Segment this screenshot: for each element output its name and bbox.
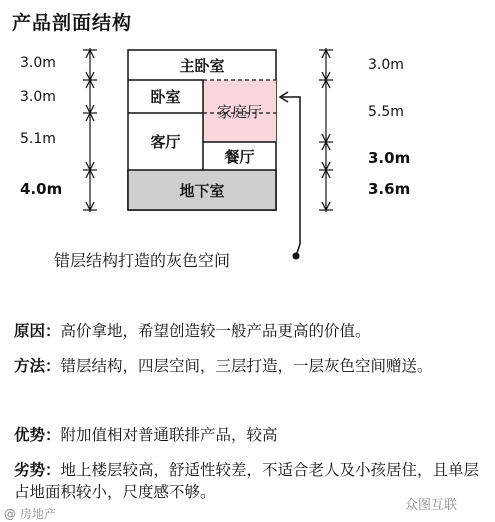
paragraph-advantage: [14, 424, 484, 446]
callout-line: [282, 97, 300, 244]
paragraph-label: 劣势：: [14, 461, 61, 479]
room-master-bedroom: 主卧室: [179, 56, 225, 75]
paragraph-text: 错层结构，四层空间，三层打造，一层灰色空间赠送。: [60, 357, 433, 375]
left-dim-4: 4.0m: [20, 180, 63, 198]
paragraph-reason: [14, 320, 484, 342]
left-dim-1: 3.0m: [20, 55, 56, 71]
page-title: 产品剖面结构: [12, 12, 133, 34]
paragraph-text: 地上楼层较高，舒适性较差，不适合老人及小孩居住，且单层占地面积较小，尺度感不够。: [14, 461, 480, 501]
room-basement: 地下室: [179, 181, 225, 200]
paragraph-label: 优势：: [14, 426, 61, 444]
right-dim-2: 5.5m: [368, 104, 404, 120]
paragraph-text: 附加值相对普通联排产品，较高: [60, 426, 278, 444]
room-living: 客厅: [150, 133, 181, 151]
room-bedroom: 卧室: [150, 88, 181, 106]
left-dim-2: 3.0m: [20, 89, 56, 105]
watermark-right: 众图互联: [405, 498, 458, 513]
paragraph-label: 原因：: [14, 322, 61, 340]
paragraph-method: [14, 355, 484, 377]
left-dim-3: 5.1m: [20, 131, 56, 147]
room-family: 家庭厅: [216, 102, 262, 121]
right-dim-3: 3.0m: [368, 149, 411, 167]
right-dim-1: 3.0m: [368, 57, 404, 73]
paragraph-label: 方法：: [14, 357, 61, 375]
room-dining: 餐厅: [224, 147, 255, 166]
watermark-left: @ 房地产: [4, 507, 56, 521]
right-dim-4: 3.6m: [368, 180, 411, 198]
paragraph-text: 高价拿地，希望创造较一般产品更高的价值。: [60, 322, 371, 340]
callout-caption: 错层结构打造的灰色空间: [54, 251, 231, 270]
